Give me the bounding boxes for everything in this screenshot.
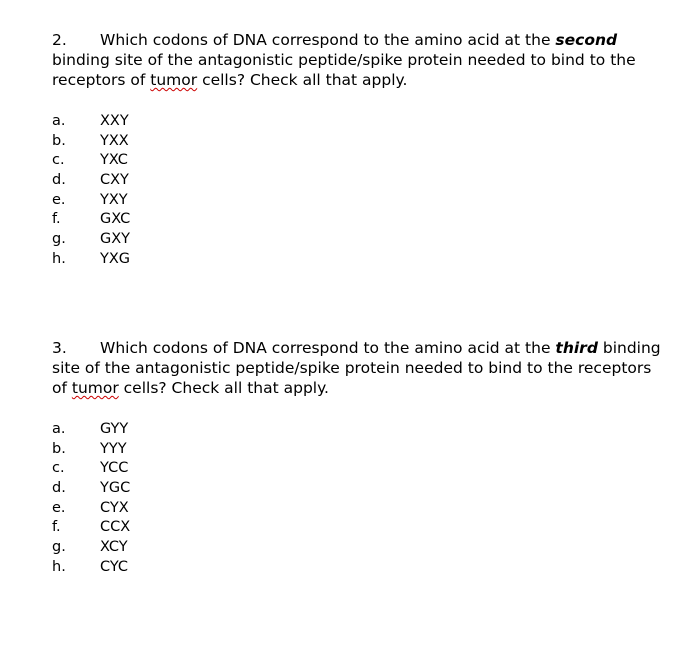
question-3 (52, 338, 667, 578)
option-codon: CXY (100, 172, 129, 189)
option-letter: c. (52, 460, 65, 477)
option-letter: d. (52, 172, 66, 189)
question-2-text-middle: binding site of the antagonistic peptide/spike protein needed to bind to the receptors of (52, 51, 636, 89)
question-3-text-before: Which codons of DNA correspond to the amino acid at the (100, 339, 556, 357)
question-2-option-d[interactable] (52, 171, 667, 191)
option-codon: YGC (100, 480, 131, 497)
option-letter: e. (52, 191, 66, 208)
question-3-option-a[interactable] (52, 420, 667, 440)
option-codon: CCX (100, 519, 131, 536)
option-letter: b. (52, 440, 66, 457)
option-letter: e. (52, 499, 66, 516)
option-codon: GXC (100, 211, 131, 228)
option-letter: a. (52, 113, 66, 129)
option-letter: g. (52, 539, 66, 556)
option-letter: c. (52, 152, 65, 169)
question-3-text-middle: binding site of the antagonistic peptide/spike protein needed to bind to the receptors of (52, 339, 661, 397)
option-codon: GYY (100, 421, 129, 437)
option-letter: f. (52, 211, 61, 228)
option-letter: h. (52, 250, 66, 267)
question-3-option-b[interactable] (52, 440, 667, 460)
question-2-option-b[interactable] (52, 132, 667, 152)
question-3-emphasis: third (555, 339, 598, 357)
question-3-number: 3. (52, 339, 67, 357)
question-2 (52, 30, 667, 270)
option-codon: YXY (100, 191, 128, 208)
question-2-option-c[interactable] (52, 151, 667, 171)
option-codon: YXG (100, 250, 131, 267)
question-2-option-h[interactable] (52, 250, 667, 270)
option-letter: d. (52, 480, 66, 497)
question-2-text-before: Which codons of DNA correspond to the amino acid at the (100, 31, 556, 49)
option-codon: CYC (100, 558, 129, 575)
question-2-number: 2. (52, 31, 67, 49)
question-2-prompt (52, 30, 667, 90)
option-letter: b. (52, 132, 66, 149)
question-2-option-a[interactable] (52, 112, 667, 132)
question-2-text-after: cells? Check all that apply. (197, 71, 408, 89)
option-codon: YXC (100, 152, 128, 169)
question-2-option-f[interactable] (52, 210, 667, 230)
question-2-flagged-word: tumor (150, 71, 198, 89)
option-letter: g. (52, 231, 66, 248)
question-3-option-g[interactable] (52, 538, 667, 558)
question-3-flagged-word: tumor (71, 379, 119, 397)
question-3-option-h[interactable] (52, 558, 667, 578)
option-letter: f. (52, 519, 61, 536)
option-codon: YXX (100, 132, 129, 149)
question-3-option-f[interactable] (52, 518, 667, 538)
question-2-options (52, 112, 667, 270)
question-3-prompt (52, 338, 667, 398)
question-2-emphasis: second (555, 31, 618, 49)
option-letter: a. (52, 421, 66, 437)
question-3-option-c[interactable] (52, 459, 667, 479)
question-2-option-g[interactable] (52, 230, 667, 250)
option-codon: CYX (100, 499, 129, 516)
option-codon: XXY (100, 113, 129, 129)
question-3-option-d[interactable] (52, 479, 667, 499)
question-3-text-after: cells? Check all that apply. (118, 379, 329, 397)
question-3-option-e[interactable] (52, 499, 667, 519)
option-codon: XCY (100, 539, 128, 556)
question-2-option-e[interactable] (52, 191, 667, 211)
option-codon: YCC (100, 460, 129, 477)
option-letter: h. (52, 558, 66, 575)
question-3-options (52, 420, 667, 578)
option-codon: GXY (100, 231, 131, 248)
option-codon: YYY (100, 440, 127, 457)
